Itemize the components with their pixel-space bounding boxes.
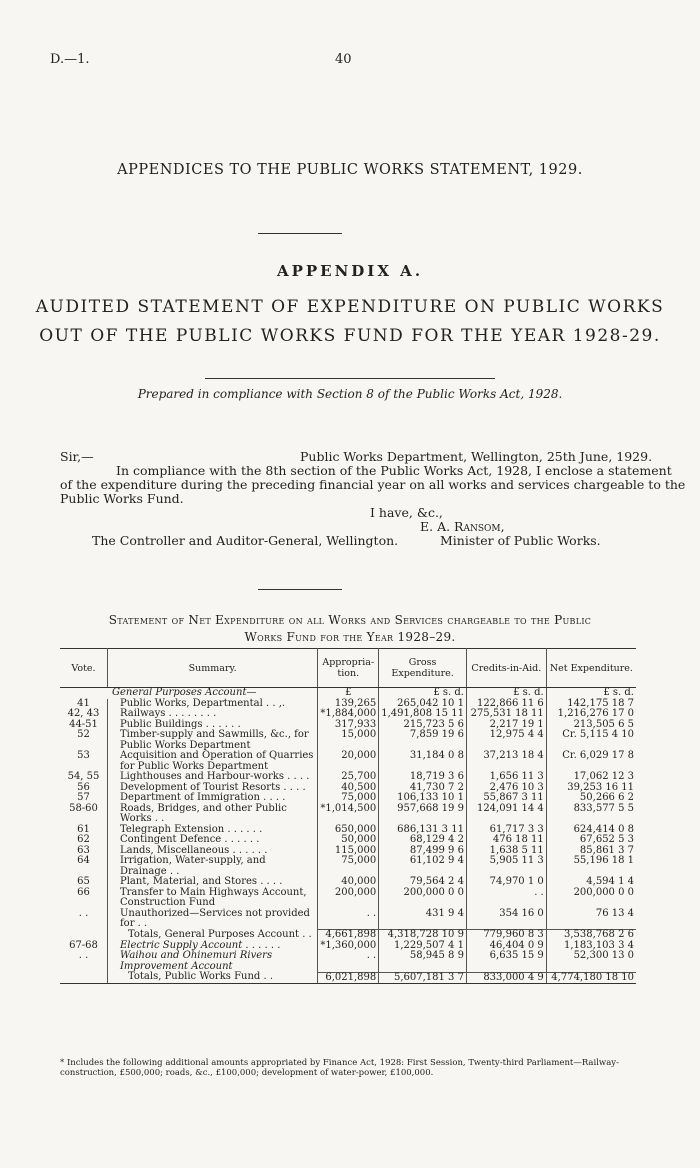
credits-in-aid-cell: 1,638 5 11 xyxy=(466,846,546,857)
credits-in-aid-cell: 124,091 14 4 xyxy=(466,804,546,825)
table-header-row xyxy=(60,649,636,688)
credits-in-aid-cell: 833,000 4 9 xyxy=(466,972,546,984)
vote-cell: 64 xyxy=(60,856,107,877)
table-row xyxy=(60,730,636,751)
gross-expenditure-cell: 18,719 3 6 xyxy=(379,772,467,783)
vote-cell: 58-60 xyxy=(60,804,107,825)
credits-in-aid-cell: 476 18 11 xyxy=(466,835,546,846)
gross-expenditure-cell: 41,730 7 2 xyxy=(379,783,467,794)
divider xyxy=(258,589,342,590)
gross-expenditure-cell: 58,945 8 9 xyxy=(379,951,467,972)
summary-cell: Railways . . . . . . . . xyxy=(107,709,317,720)
summary-cell: Waihou and Ohinemuri Rivers Improvement Account xyxy=(107,951,317,972)
table-row xyxy=(60,856,636,877)
appropriation-cell: 650,000 xyxy=(318,825,379,836)
expenditure-table xyxy=(60,648,636,984)
gross-expenditure-cell: 686,131 3 11 xyxy=(379,825,467,836)
credits-in-aid-cell: 275,531 18 11 xyxy=(466,709,546,720)
appropriation-cell: 40,000 xyxy=(318,877,379,888)
table-row xyxy=(60,793,636,804)
gross-expenditure-cell: 4,318,728 10 9 xyxy=(379,930,467,941)
appropriation-cell: 50,000 xyxy=(318,835,379,846)
appropriation-cell: 200,000 xyxy=(318,888,379,909)
statement-title-line-2: Works Fund for the Year 1928–29. xyxy=(244,630,456,644)
page-number: 40 xyxy=(335,52,352,67)
net-expenditure-cell: Cr. 6,029 17 8 xyxy=(562,750,634,761)
credits-in-aid-cell: 74,970 1 0 xyxy=(466,877,546,888)
appropriation-cell: *1,360,000 xyxy=(318,941,379,952)
heading-line-2: OUT OF THE PUBLIC WORKS FUND FOR THE YEAR 1928-29. xyxy=(39,326,661,346)
net-expenditure-cell: 1,183,103 3 4 xyxy=(564,939,634,951)
net-expenditure-cell: 85,861 3 7 xyxy=(579,844,634,856)
gross-expenditure-cell: 957,668 19 9 xyxy=(379,804,467,825)
table-row xyxy=(60,804,636,825)
appropriation-cell: *1,884,000 xyxy=(318,709,379,720)
table-row xyxy=(60,751,636,772)
gross-expenditure-cell: 7,859 19 6 xyxy=(379,730,467,751)
summary-cell: Totals, Public Works Fund . . xyxy=(107,972,317,984)
summary-cell: Unauthorized—Services not provided for . . xyxy=(107,909,317,930)
appendix-label: APPENDIX A. xyxy=(276,262,424,280)
net-expenditure-cell: 4,774,180 18 10 xyxy=(546,972,636,984)
column-header-gross: Gross Expenditure. xyxy=(379,649,467,688)
credits-in-aid-cell: 122,866 11 6 xyxy=(466,699,546,710)
appropriation-cell: 25,700 xyxy=(318,772,379,783)
credits-in-aid-cell: . . xyxy=(466,888,546,909)
summary-cell: Transfer to Main Highways Account, Construction Fund xyxy=(107,888,317,909)
column-header-credits: Credits-in-Aid. xyxy=(466,649,546,688)
net-expenditure-cell: 67,652 5 3 xyxy=(579,834,634,845)
column-header-summary: Summary. xyxy=(107,649,317,688)
footnote: * Includes the following additional amounts appropriated by Finance Act, 1928: First Session, Twenty-third Parliament—Railway-construction, £500,000; roads, &c., £100,000; development of water-power, £100,000. xyxy=(60,1058,619,1078)
unit-label: £ s. d. xyxy=(379,688,467,699)
summary-cell: Lands, Miscellaneous . . . . . . xyxy=(107,846,317,857)
gross-expenditure-cell: 87,499 9 6 xyxy=(379,846,467,857)
appropriation-cell: 139,265 xyxy=(318,699,379,710)
gross-expenditure-cell: 265,042 10 1 xyxy=(379,699,467,710)
gross-expenditure-cell: 5,607,181 3 7 xyxy=(379,972,467,984)
vote-cell: 57 xyxy=(60,793,107,804)
appropriation-cell: 40,500 xyxy=(318,783,379,794)
appropriation-cell: *1,014,500 xyxy=(318,804,379,825)
vote-cell: 63 xyxy=(60,846,107,857)
credits-in-aid-cell: 6,635 15 9 xyxy=(466,951,546,972)
prepared-note: Prepared in compliance with Section 8 of the Public Works Act, 1928. xyxy=(137,387,563,401)
appropriation-cell: 115,000 xyxy=(318,846,379,857)
net-expenditure-cell: 624,414 0 8 xyxy=(573,823,634,835)
column-header-vote: Vote. xyxy=(60,649,107,688)
vote-cell: 52 xyxy=(60,730,107,751)
summary-cell: Department of Immigration . . . . xyxy=(107,793,317,804)
gross-expenditure-cell: 68,129 4 2 xyxy=(379,835,467,846)
table-row xyxy=(60,951,636,972)
vote-cell: 61 xyxy=(60,825,107,836)
section-general-label: General Purposes Account— xyxy=(60,688,318,699)
net-expenditure-cell: 50,266 6 2 xyxy=(579,792,634,803)
appropriation-cell: 4,661,898 xyxy=(318,930,379,941)
vote-cell: 42, 43 xyxy=(60,709,107,720)
vote-cell: 41 xyxy=(60,699,107,710)
column-header-net: Net Expenditure. xyxy=(546,649,636,688)
net-expenditure-cell: 39,253 16 11 xyxy=(567,781,634,793)
gross-expenditure-cell: 1,229,507 4 1 xyxy=(379,941,467,952)
divider xyxy=(205,378,495,379)
table-row xyxy=(60,835,636,846)
credits-in-aid-cell: 61,717 3 3 xyxy=(466,825,546,836)
gross-expenditure-cell: 431 9 4 xyxy=(379,909,467,930)
summary-cell: Irrigation, Water-supply, and Drainage . . xyxy=(107,856,317,877)
summary-cell: Public Works, Departmental . . ,. xyxy=(107,699,317,710)
fund-total-row xyxy=(60,972,636,984)
appropriation-cell: 317,933 xyxy=(318,720,379,731)
summary-cell: Public Buildings . . . . . . xyxy=(107,720,317,731)
page-title: APPENDICES TO THE PUBLIC WORKS STATEMENT, 1929. xyxy=(117,162,583,178)
gross-expenditure-cell: 1,491,808 15 11 xyxy=(379,709,467,720)
letter-salutation: Sir,— xyxy=(60,449,94,464)
vote-cell: . . xyxy=(60,909,107,930)
appropriation-cell: 75,000 xyxy=(318,856,379,877)
credits-in-aid-cell: 2,217 19 1 xyxy=(466,720,546,731)
appropriation-cell: 20,000 xyxy=(318,751,379,772)
letter-addressee: The Controller and Auditor-General, Wellington. xyxy=(92,533,399,548)
empty-cell xyxy=(60,972,107,984)
credits-in-aid-cell: 12,975 4 4 xyxy=(466,730,546,751)
column-header-appropriation: Appropria- tion. xyxy=(318,649,379,688)
summary-cell: Timber-supply and Sawmills, &c., for Public Works Department xyxy=(107,730,317,751)
summary-cell: Roads, Bridges, and other Public Works . . xyxy=(107,804,317,825)
net-expenditure-cell: 833,577 5 5 xyxy=(573,802,634,814)
vote-cell: 62 xyxy=(60,835,107,846)
net-expenditure-cell: Cr. 5,115 4 10 xyxy=(562,729,634,740)
net-expenditure-cell: 1,216,276 17 0 xyxy=(557,708,634,719)
table-row xyxy=(60,877,636,888)
table-row xyxy=(60,772,636,783)
divider xyxy=(258,233,342,234)
vote-cell: . . xyxy=(60,951,107,972)
unit-label: £ s. d. xyxy=(466,688,546,699)
unit-label: £ xyxy=(318,688,379,699)
vote-cell: 44-51 xyxy=(60,720,107,731)
net-expenditure-cell: 76 13 4 xyxy=(595,907,634,919)
unit-label: £ s. d. xyxy=(603,687,634,698)
gross-expenditure-cell: 200,000 0 0 xyxy=(379,888,467,909)
units-row xyxy=(60,688,636,699)
gross-expenditure-cell: 215,723 5 6 xyxy=(379,720,467,731)
credits-in-aid-cell: 354 16 0 xyxy=(466,909,546,930)
table-row xyxy=(60,909,636,930)
table-row xyxy=(60,888,636,909)
gross-expenditure-cell: 106,133 10 1 xyxy=(379,793,467,804)
letter-body-line-2: of the expenditure during the preceding financial year on all works and services chargeable to the xyxy=(60,477,686,492)
credits-in-aid-cell: 779,960 8 3 xyxy=(466,930,546,941)
appropriation-cell: 75,000 xyxy=(318,793,379,804)
summary-cell: Contingent Defence . . . . . . xyxy=(107,835,317,846)
net-expenditure-cell: 55,196 18 1 xyxy=(573,855,634,866)
credits-in-aid-cell: 55,867 3 11 xyxy=(466,793,546,804)
letter-place-date: Public Works Department, Wellington, 25th June, 1929. xyxy=(300,449,653,464)
credits-in-aid-cell: 46,404 0 9 xyxy=(466,941,546,952)
credits-in-aid-cell: 37,213 18 4 xyxy=(466,751,546,772)
gross-expenditure-cell: 79,564 2 4 xyxy=(379,877,467,888)
letter-body-line-3: Public Works Fund. xyxy=(60,491,184,506)
statement-title xyxy=(0,612,700,646)
vote-cell: 54, 55 xyxy=(60,772,107,783)
vote-cell: 53 xyxy=(60,751,107,772)
appropriation-cell: 15,000 xyxy=(318,730,379,751)
letter-body-line-1: In compliance with the 8th section of the Public Works Act, 1928, I enclose a statement xyxy=(116,463,672,478)
vote-cell: 56 xyxy=(60,783,107,794)
gross-expenditure-cell: 61,102 9 4 xyxy=(379,856,467,877)
appropriation-cell: 6,021,898 xyxy=(318,972,379,984)
heading-line-1: AUDITED STATEMENT OF EXPENDITURE ON PUBLIC WORKS xyxy=(35,297,665,317)
credits-in-aid-cell: 1,656 11 3 xyxy=(466,772,546,783)
net-expenditure-cell: 142,175 18 7 xyxy=(567,697,634,709)
statement-title-line-1: Statement of Net Expenditure on all Works and Services chargeable to the Public xyxy=(108,613,592,627)
vote-cell: 66 xyxy=(60,888,107,909)
vote-cell: 67-68 xyxy=(60,941,107,952)
empty-cell xyxy=(60,930,107,941)
gross-expenditure-cell: 31,184 0 8 xyxy=(379,751,467,772)
summary-cell: Totals, General Purposes Account . . xyxy=(107,930,317,941)
document-reference: D.—1. xyxy=(50,52,90,67)
appropriation-cell: . . xyxy=(318,951,379,972)
summary-cell: Acquisition and Operation of Quarries for Public Works Department xyxy=(107,751,317,772)
letter-signatory: E. A. Ransom, xyxy=(420,519,505,534)
net-expenditure-cell: 52,300 13 0 xyxy=(573,950,634,961)
net-expenditure-cell: 200,000 0 0 xyxy=(573,886,634,898)
letter-closing: I have, &c., xyxy=(370,505,443,520)
summary-cell: Plant, Material, and Stores . . . . xyxy=(107,877,317,888)
vote-cell: 65 xyxy=(60,877,107,888)
summary-cell: Lighthouses and Harbour-works . . . . xyxy=(107,772,317,783)
letter-signatory-title: Minister of Public Works. xyxy=(440,533,601,548)
table-row xyxy=(60,709,636,720)
summary-cell: Telegraph Extension . . . . . . xyxy=(107,825,317,836)
credits-in-aid-cell: 5,905 11 3 xyxy=(466,856,546,877)
net-expenditure-cell: 17,062 12 3 xyxy=(573,771,634,782)
net-expenditure-cell: 4,594 1 4 xyxy=(586,876,634,887)
credits-in-aid-cell: 2,476 10 3 xyxy=(466,783,546,794)
general-total-row xyxy=(60,930,636,941)
net-expenditure-cell: 3,538,768 2 6 xyxy=(546,930,636,941)
summary-cell: Electric Supply Account . . . . . . xyxy=(107,941,317,952)
net-expenditure-cell: 213,505 6 5 xyxy=(573,718,634,730)
summary-cell: Development of Tourist Resorts . . . . xyxy=(107,783,317,794)
appropriation-cell: . . xyxy=(318,909,379,930)
